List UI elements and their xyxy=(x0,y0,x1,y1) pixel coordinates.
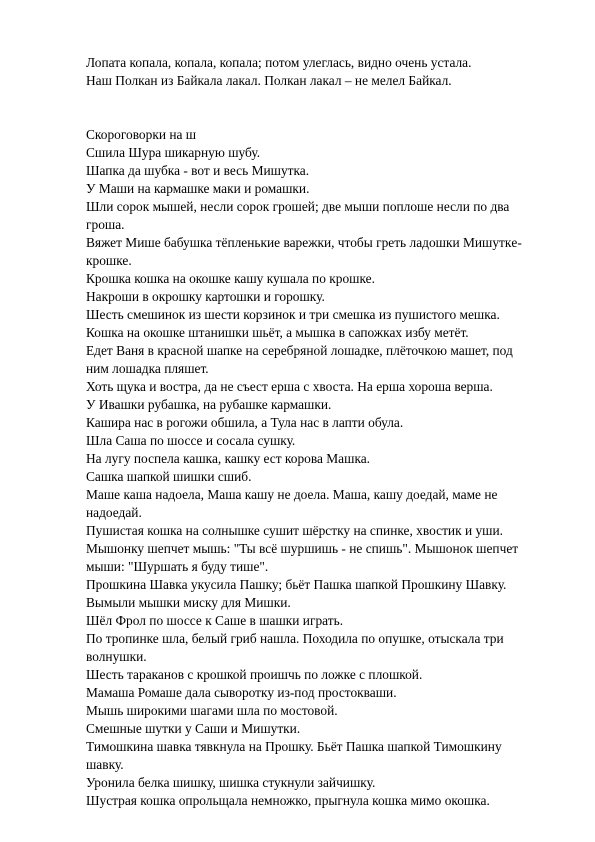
twister-line: У Ивашки рубашка, на рубашке кармашки. xyxy=(86,397,332,412)
twister-line: Крошка кошка на окошке кашу кушала по крошке. xyxy=(86,271,375,286)
twister-line: У Маши на кармашке маки и ромашки. xyxy=(86,181,310,196)
intro-line: Наш Полкан из Байкала лакал. Полкан лакал – не мелел Байкал. xyxy=(86,73,452,88)
twister-line: Шесть тараканов с крошкой проишчь по ложке с плошкой. xyxy=(86,667,423,682)
twister-line: Хоть щука и востра, да не съест ерша с хвоста. На ерша хороша верша. xyxy=(86,379,493,394)
twister-line: Кошка на окошке штанишки шьёт, а мышка в сапожках избу метёт. xyxy=(86,325,469,340)
twister-line: Мамаша Ромаше дала сыворотку из-под простокваши. xyxy=(86,685,397,700)
twister-line: Шли сорок мышей, несли сорок грошей; две мыши поплоше несли по два гроша. xyxy=(86,199,510,232)
twister-line: Смешные шутки у Саши и Мишутки. xyxy=(86,721,301,736)
twister-line: Вымыли мышки миску для Мишки. xyxy=(86,595,291,610)
intro-block xyxy=(86,54,526,90)
twister-line: Вяжет Мише бабушка тёпленькие варежки, чтобы греть ладошки Мишуткe-крошке. xyxy=(86,235,522,268)
twister-line: Мышонку шепчет мышь: "Ты всё шуршишь - не спишь". Мышонок шепчет мыши: "Шуршать я буду тише". xyxy=(86,541,519,574)
twister-line: Маше каша надоела, Маша кашу не доела. Маша, кашу доедай, маме не надоедай. xyxy=(86,487,498,520)
twister-line: Едет Ваня в красной шапке на серебряной лошадке, плёточкою машет, под ним лошадка пляшет. xyxy=(86,343,513,376)
intro-line: Лопата копала, копала, копала; потом улеглась, видно очень устала. xyxy=(86,55,472,70)
twister-line: Прошкина Шавка укусила Пашку; бьёт Пашка шапкой Прошкину Шавку. xyxy=(86,577,507,592)
twister-line: Сшила Шура шикарную шубу. xyxy=(86,145,261,160)
twister-line: Шапка да шубка - вот и весь Мишутка. xyxy=(86,163,310,178)
twister-line: Шёл Фрол по шоссе к Саше в шашки играть. xyxy=(86,613,344,628)
twister-line: Сашка шапкой шишки сшиб. xyxy=(86,469,252,484)
twister-line: Шустрая кошка опрольщала немножко, прыгнула кошка мимо окошка. xyxy=(86,793,490,808)
twister-line: Уронила белка шишку, шишка стукнули зайчишку. xyxy=(86,775,376,790)
twister-line: Кашира нас в рогожи обшила, а Тула нас в лапти обула. xyxy=(86,415,404,430)
twister-line: Шесть смешинок из шести корзинок и три смешка из пушистого мешка. xyxy=(86,307,500,322)
twister-line: Мышь широкими шагами шла по мостовой. xyxy=(86,703,338,718)
twister-line: Пушистая кошка на солнышке сушит шёрстку на спинке, хвостик и уши. xyxy=(86,523,503,538)
twister-line: Шла Саша по шоссе и сосала сушку. xyxy=(86,433,296,448)
twister-line: По тропинке шла, белый гриб нашла. Походила по опушке, отыскала три волнушки. xyxy=(86,631,504,664)
twister-line: Тимошкина шавка тявкнула на Прошку. Бьёт Пашка шапкой Тимошкину шавку. xyxy=(86,739,502,772)
tongue-twisters-section xyxy=(86,126,526,810)
twister-line: Накроши в окрошку картошки и горошку. xyxy=(86,289,325,304)
twister-line: На лугу поспела кашка, кашку ест корова Машка. xyxy=(86,451,371,466)
section-heading: Скороговорки на ш xyxy=(86,127,197,142)
